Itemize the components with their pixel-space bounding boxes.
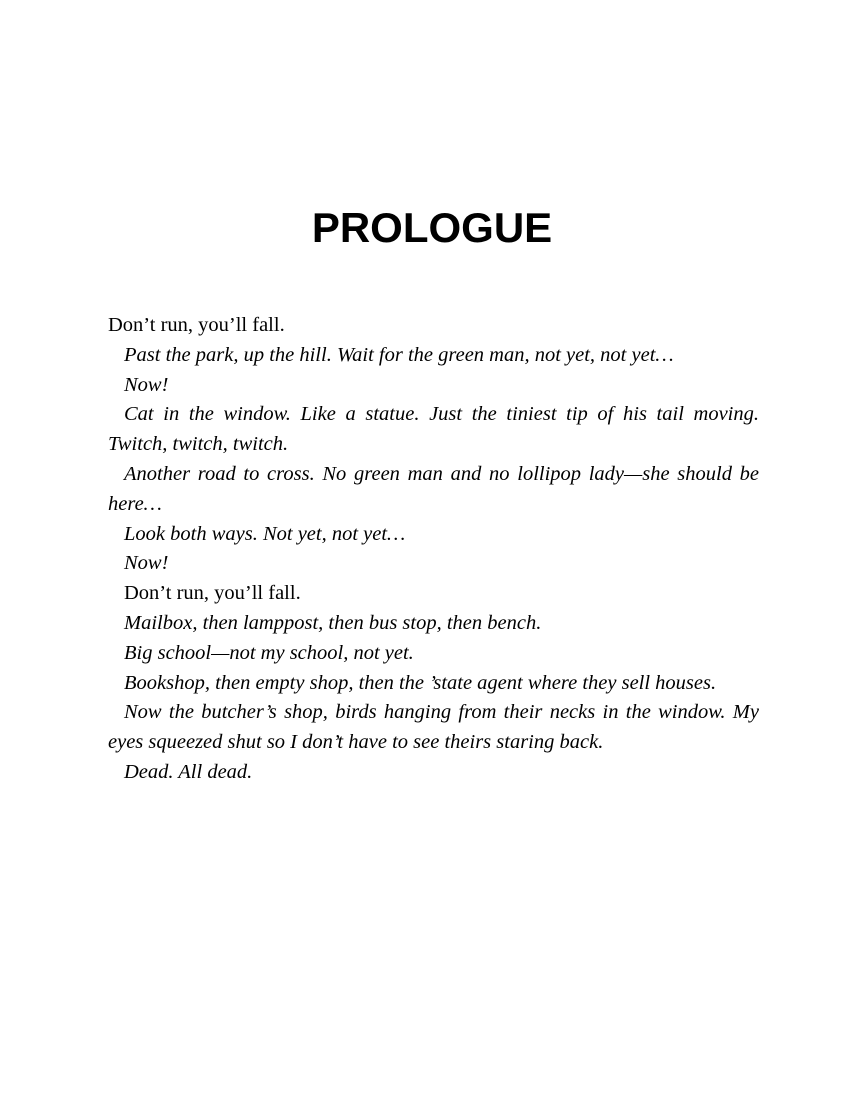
paragraph: Dead. All dead. bbox=[124, 760, 253, 783]
paragraph: Don’t run, you’ll fall. bbox=[108, 314, 285, 336]
paragraph: Cat in the window. Like a statue. Just the tiniest tip of his tail moving. Twitch, twitch, twitch. bbox=[108, 403, 759, 456]
paragraph: Now! bbox=[124, 373, 169, 396]
paragraph: Look both ways. Not yet, not yet… bbox=[124, 522, 406, 545]
paragraph: Mailbox, then lamppost, then bus stop, then bench. bbox=[124, 611, 542, 634]
paragraph: Don’t run, you’ll fall. bbox=[124, 582, 301, 605]
chapter-title: PROLOGUE bbox=[311, 204, 553, 251]
paragraph: Bookshop, then empty shop, then the ’state agent where they sell houses. bbox=[124, 671, 717, 694]
paragraph: Big school—not my school, not yet. bbox=[124, 641, 414, 664]
paragraph: Another road to cross. No green man and no lollipop lady—she should be here… bbox=[108, 462, 759, 515]
paragraph: Past the park, up the hill. Wait for the green man, not yet, not yet… bbox=[124, 343, 674, 366]
paragraph: Now! bbox=[124, 552, 169, 575]
chapter-body bbox=[108, 311, 759, 788]
paragraph: Now the butcher’s shop, birds hanging from their necks in the window. My eyes squeezed shut so I don’t have to see theirs staring back. bbox=[108, 701, 759, 754]
